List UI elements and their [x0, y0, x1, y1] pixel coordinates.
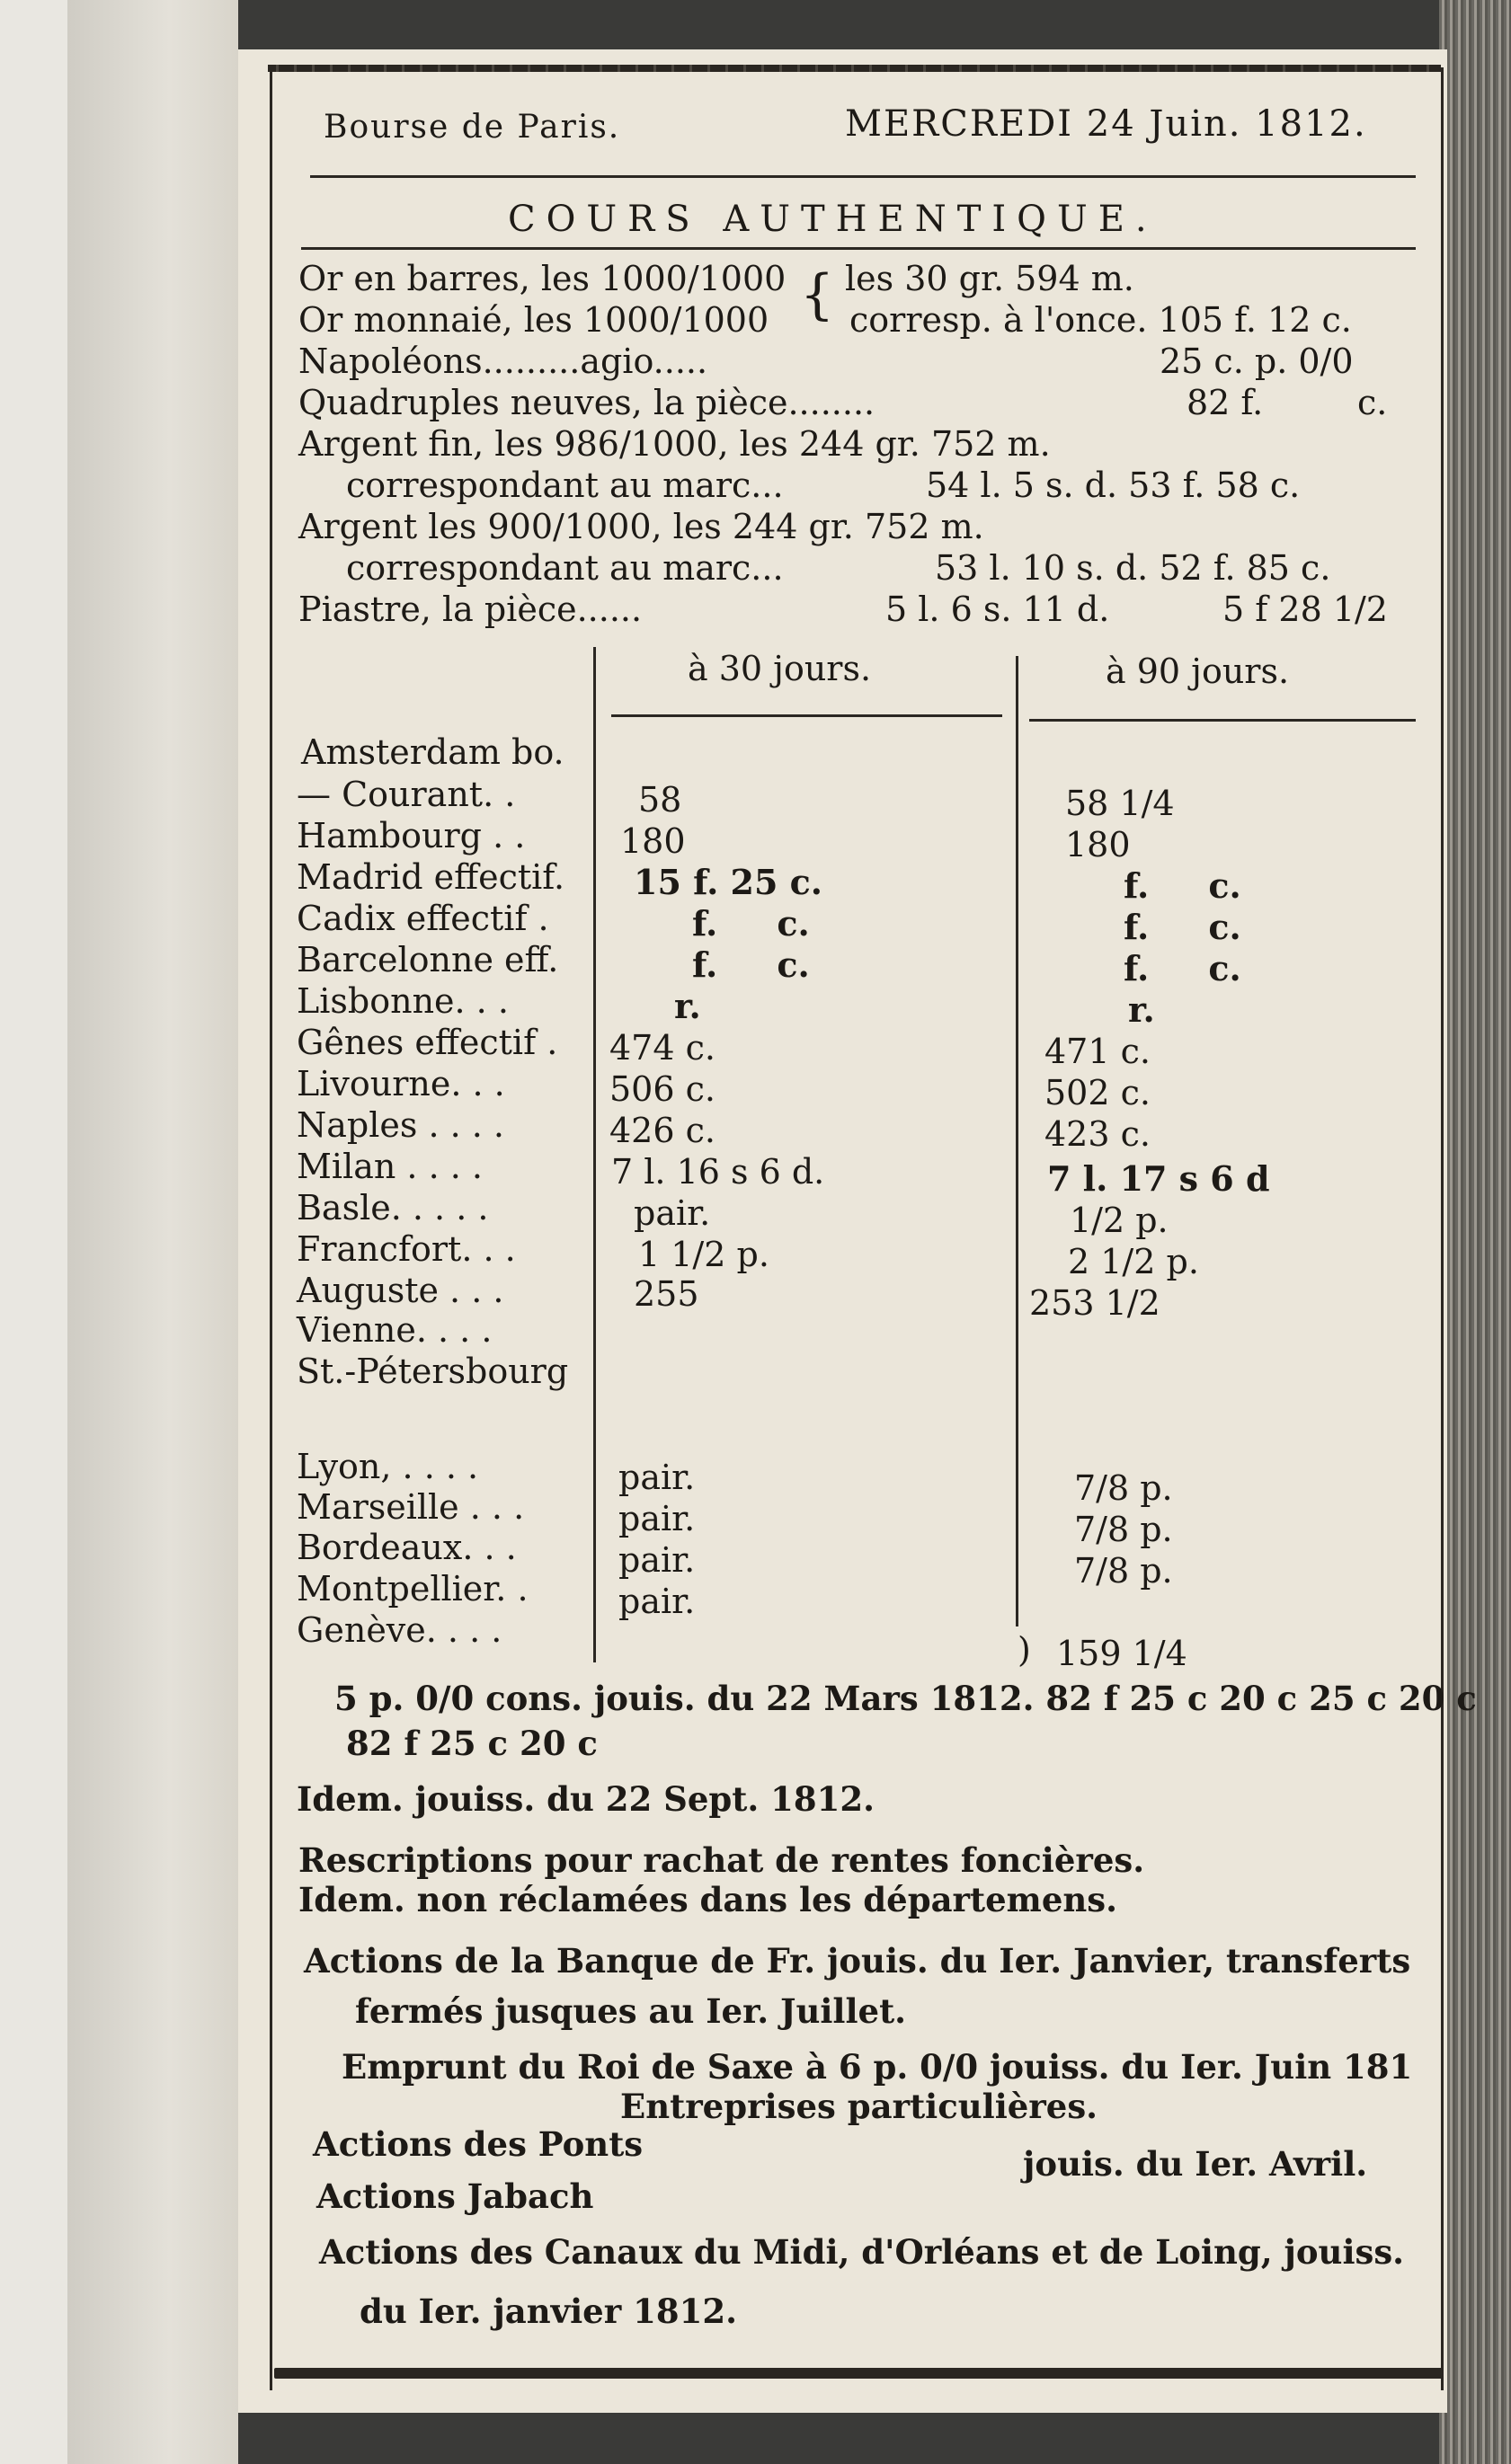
metal-line: c. — [1357, 383, 1388, 422]
rate-30: 58 — [638, 780, 682, 820]
rate-90: 180 — [1065, 825, 1131, 864]
facing-page — [0, 0, 67, 2464]
metal-line: les 30 gr. 594 m. — [845, 259, 1134, 298]
city-name: Livourne. . . — [297, 1064, 505, 1103]
rate-30: r. — [674, 986, 701, 1026]
page-edges — [1439, 0, 1511, 2464]
city-name: Lyon, . . . . — [297, 1447, 479, 1486]
rate-90: 159 1/4 — [1056, 1634, 1187, 1673]
rente-line: Actions des Canaux du Midi, d'Orléans et de Loing, jouiss. — [319, 2232, 1405, 2272]
rente-line: jouis. du Ier. Avril. — [1023, 2144, 1368, 2184]
metal-line: 82 f. — [1187, 383, 1264, 422]
rente-line: 82 f 25 c 20 c — [346, 1724, 598, 1763]
rate-90: 253 1/2 — [1029, 1283, 1160, 1323]
rate-90: 7/8 p. — [1074, 1510, 1173, 1549]
column-header-90: à 90 jours. — [1106, 651, 1290, 691]
metal-line: Argent les 900/1000, les 244 gr. 752 m. — [298, 507, 984, 546]
column-divider — [1016, 656, 1018, 1626]
city-name: Genève. . . . — [297, 1610, 502, 1650]
city-name: Hambourg . . — [297, 816, 526, 855]
rente-line: Actions des Ponts — [313, 2124, 644, 2164]
metal-line: 5 f 28 1/2 — [1222, 589, 1388, 629]
rente-line: Idem. non réclamées dans les départemens. — [298, 1880, 1117, 1919]
rate-30: 506 c. — [609, 1069, 716, 1109]
rate-30: 474 c. — [609, 1028, 716, 1068]
metal-line: Or en barres, les 1000/1000 — [298, 259, 787, 298]
rate-30: 7 l. 16 s 6 d. — [611, 1152, 825, 1192]
metal-line: Piastre, la pièce...... — [298, 589, 643, 629]
city-name: Basle. . . . . — [297, 1188, 489, 1228]
rate-90: r. — [1128, 989, 1155, 1030]
rate-90: 1/2 p. — [1070, 1201, 1169, 1240]
rate-90: 423 c. — [1044, 1114, 1151, 1154]
rente-line: Actions Jabach — [316, 2176, 594, 2216]
metal-line: 54 l. 5 s. d. 53 f. 58 c. — [926, 465, 1301, 505]
rente-line: Emprunt du Roi de Saxe à 6 p. 0/0 jouiss. du Ier. Juin 181 — [342, 2047, 1413, 2087]
city-name: Montpellier. . — [297, 1569, 529, 1609]
city-name: Amsterdam bo. — [301, 732, 564, 772]
title-rule — [301, 247, 1416, 250]
rate-90: f. c. — [1124, 948, 1241, 988]
rate-90: 7/8 p. — [1074, 1551, 1173, 1591]
page-title: COURS AUTHENTIQUE. — [508, 199, 1158, 240]
city-name: Naples . . . . — [297, 1105, 505, 1145]
city-name: Vienne. . . . — [297, 1310, 493, 1350]
city-name: Gênes effectif . — [297, 1023, 558, 1062]
rate-30: 1 1/2 p. — [638, 1235, 769, 1274]
metal-line: 5 l. 6 s. 11 d. — [885, 589, 1110, 629]
brace: { — [800, 263, 835, 326]
rate-90: f. c. — [1124, 865, 1241, 906]
rente-line: fermés jusques au Ier. Juillet. — [355, 1991, 907, 2031]
column-divider — [593, 647, 596, 1662]
rate-90: 471 c. — [1044, 1032, 1151, 1071]
metal-line: 25 c. p. 0/0 — [1160, 341, 1354, 381]
rate-30: pair. — [618, 1499, 696, 1538]
rate-90: 502 c. — [1044, 1073, 1151, 1112]
rate-30: f. c. — [692, 944, 810, 985]
city-name: Bordeaux. . . — [297, 1528, 517, 1567]
rate-30: 15 f. 25 c. — [634, 862, 823, 902]
rate-90: f. c. — [1124, 907, 1241, 947]
city-name: Cadix effectif . — [297, 899, 549, 938]
rente-line: Actions de la Banque de Fr. jouis. du Ier. Janvier, transferts — [304, 1941, 1411, 1981]
rate-30: 180 — [620, 821, 686, 861]
brace: ) — [1018, 1630, 1031, 1670]
top-ornament-rule — [268, 65, 1441, 72]
metal-line: Quadruples neuves, la pièce........ — [298, 383, 875, 422]
rate-30: 426 c. — [609, 1111, 716, 1150]
metal-line: Or monnaié, les 1000/1000 — [298, 300, 769, 340]
metal-line: correspondant au marc... — [346, 548, 784, 588]
city-name: — Courant. . — [297, 775, 516, 814]
column-rule — [611, 714, 1002, 717]
city-name: Lisbonne. . . — [297, 981, 509, 1021]
city-name: Milan . . . . — [297, 1147, 483, 1186]
city-name: Francfort. . . — [297, 1229, 516, 1269]
city-name: Barcelonne eff. — [297, 940, 559, 979]
metal-line: correspondant au marc... — [346, 465, 784, 505]
rente-line: Rescriptions pour rachat de rentes foncières. — [298, 1840, 1145, 1880]
city-name: St.-Pétersbourg — [297, 1352, 569, 1391]
rate-30: 255 — [634, 1274, 699, 1314]
rate-30: pair. — [618, 1540, 696, 1580]
bourse-label: Bourse de Paris. — [324, 109, 621, 146]
bottom-rule — [274, 2368, 1443, 2379]
rate-90: 7 l. 17 s 6 d — [1047, 1158, 1270, 1199]
rate-90: 2 1/2 p. — [1068, 1242, 1199, 1281]
page-gutter — [67, 0, 238, 2464]
rate-90: 7/8 p. — [1074, 1468, 1173, 1508]
rente-line: Idem. jouiss. du 22 Sept. 1812. — [297, 1779, 875, 1819]
metal-line: 53 l. 10 s. d. 52 f. 85 c. — [935, 548, 1331, 588]
city-name: Madrid effectif. — [297, 857, 565, 897]
rate-30: pair. — [618, 1582, 696, 1621]
metal-line: Argent fin, les 986/1000, les 244 gr. 752 m. — [298, 424, 1051, 464]
metal-line: corresp. à l'once. 105 f. 12 c. — [849, 300, 1352, 340]
rate-30: f. c. — [692, 903, 810, 944]
column-header-30: à 30 jours. — [688, 649, 872, 688]
column-rule — [1029, 719, 1416, 722]
header-rule — [310, 175, 1416, 178]
rate-90: 58 1/4 — [1065, 784, 1175, 823]
rate-30: pair. — [634, 1193, 711, 1233]
metal-line: Napoléons.........agio..... — [298, 341, 708, 381]
rente-line: 5 p. 0/0 cons. jouis. du 22 Mars 1812. 82 f 25 c 20 c 25 c 20 c — [334, 1679, 1477, 1718]
city-name: Marseille . . . — [297, 1487, 525, 1527]
rente-line: du Ier. janvier 1812. — [360, 2291, 737, 2331]
bulletin-date: MERCREDI 24 Juin. 1812. — [845, 103, 1367, 145]
city-name: Auguste . . . — [297, 1271, 504, 1310]
rate-30: pair. — [618, 1458, 696, 1497]
rente-line: Entreprises particulières. — [620, 2087, 1098, 2126]
